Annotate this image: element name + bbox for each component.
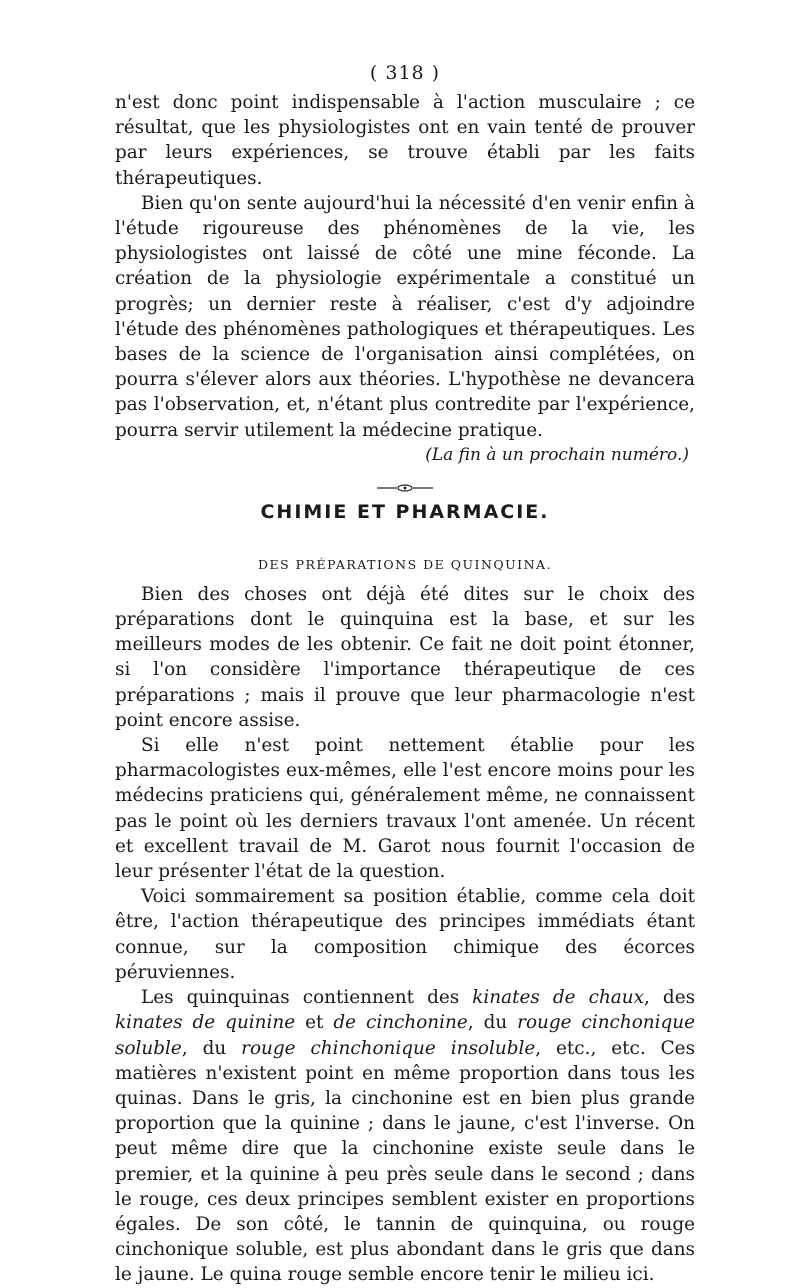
italic-term: kinates de chaux [472,987,644,1009]
section-ornament [115,477,695,487]
text-run: Les quinquinas contiennent des [141,987,473,1009]
text-run: et [295,1012,334,1034]
paragraph-position: Voici sommairement sa position établie, comme cela doit être, l'action thérapeutique des principes immédiats étant connue, sur la composition chimique des écorces péruviennes. [115,886,695,983]
text-run: , du [467,1012,518,1034]
text-run: , du [181,1037,242,1059]
paragraph-continued: n'est donc point indispensable à l'action musculaire ; ce résultat, que les physiologistes ont en vain tenté de prouver par leurs expériences, se trouve établi par les faits thérapeutiques. [115,92,695,189]
article-subtitle: DES PRÉPARATIONS DE QUINQUINA. [257,556,553,572]
paragraph-composition [115,985,695,1287]
page-number: ( 318 ) [369,62,441,84]
italic-term: de cinchonine [333,1012,468,1034]
paragraph-physiology: Bien qu'on sente aujourd'hui la nécessité d'en venir enfin à l'étude rigoureuse des phénomènes de la vie, les physiologistes ont laissé de côté une mine féconde. La création de la physiologie expérimentale a constitué un progrès; un dernier reste à réaliser, c'est d'y adjoindre l'étude des phénomènes pathologiques et thérapeutiques. Les bases de la science de l'organisation ainsi complétées, on pourra s'élever alors aux théories. L'hypothèse ne devancera pas l'observation, et, n'étant plus contredite par l'expérience, pourra servir utilement la médecine pratique. [115,192,695,441]
paragraph-intro: Bien des choses ont déjà été dites sur le choix des préparations dont le quinquina est la base, et sur les meilleurs modes de les obtenir. Ce fait ne doit point étonner, si l'on considère l'importance thérapeutique de ces préparations ; mais il prouve que leur pharmacologie n'est point encore assise. [115,583,695,731]
text-run: , etc., etc. Ces matières n'existent point en même proportion dans tous les quinas. Dans le gris, la cinchonine est en bien plus grande proportion que la quinine ; dans le jaune, c'est l'inverse. On peut même dire que la cinchonine existe seule dans le premier, et la quinine à peu près seule dans le second ; dans le rouge, ces deux principes semblent exister en proportions égales. De son côté, le tannin de quinquina, ou rouge cinchonique soluble, est plus abondant dans le gris que dans le jaune. Le quina rouge semble encore tenir le milieu ici. [115,1037,696,1286]
ornament-rule-icon [375,484,435,492]
text-run: , des [643,987,696,1009]
section-heading: CHIMIE ET PHARMACIE. [260,500,550,523]
italic-term: rouge chinchonique insoluble [241,1037,536,1059]
italic-term: kinates de quinine [115,1012,296,1034]
paragraph-pharmacologists: Si elle n'est point nettement établie pour les pharmacologistes eux-mêmes, elle l'est encore moins pour les médecins praticiens qui, généralement même, ne connaissent pas le point où les derniers travaux l'ont amenée. Un récent et excellent travail de M. Garot nous fournit l'occasion de leur présenter l'état de la question. [115,735,695,883]
to-be-continued-note: (La fin à un prochain numéro.) [425,444,689,465]
book-page [115,62,695,1288]
italic-term: rouge cinchonique soluble [115,1012,695,1059]
